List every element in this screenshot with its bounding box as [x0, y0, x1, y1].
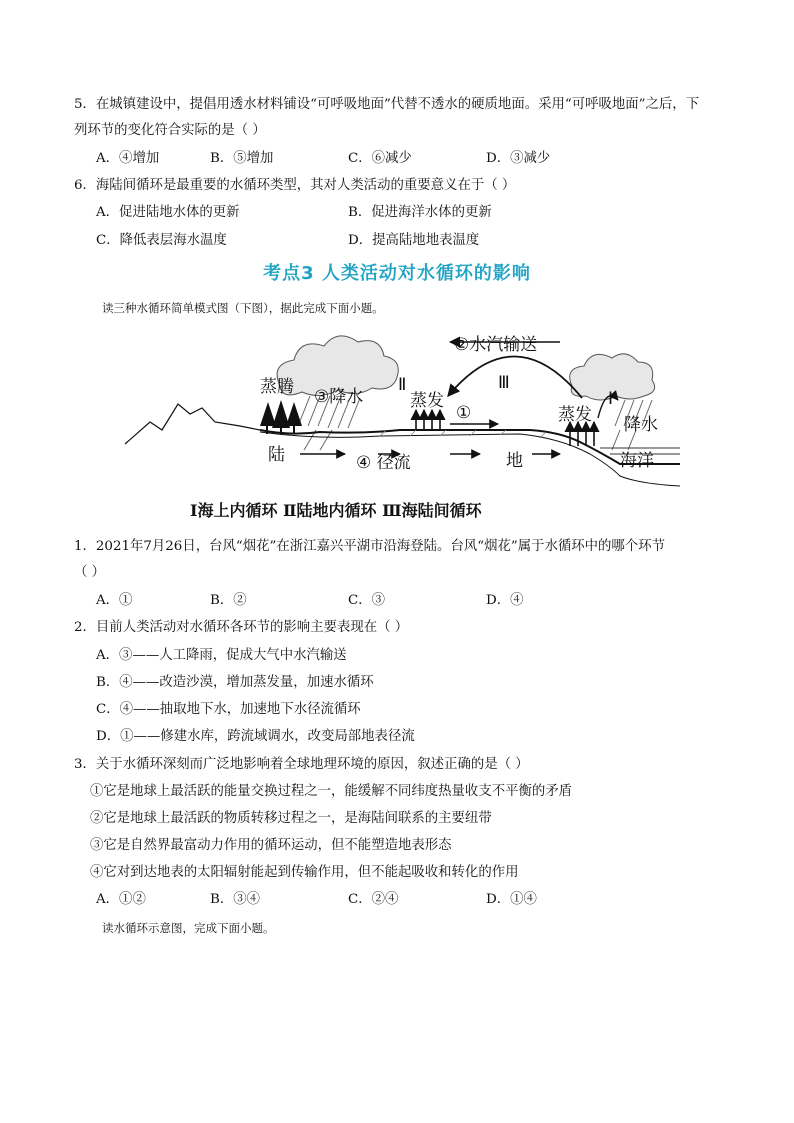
q6-option-a[interactable]: A．促进陆地水体的更新 [96, 205, 240, 220]
label-transpiration: 蒸腾 [260, 377, 294, 397]
label-precipitation-sea: 降水 [624, 415, 658, 435]
q2-option-a[interactable]: A．③——人工降雨，促成大气中水汽输送 [96, 648, 347, 663]
q5-option-d[interactable]: D．③减少 [486, 151, 551, 166]
q2-option-d[interactable]: D．①——修建水库，跨流域调水，改变局部地表径流 [96, 729, 415, 744]
q1-stem-line2: （ ） [74, 565, 106, 580]
q6-option-c[interactable]: C．降低表层海水温度 [96, 233, 227, 248]
q1-stem-line1: 1．2021年7月26日，台风“烟花”在浙江嘉兴平湖市沿海登陆。台风“烟花”属于水循环中的哪个环节 [74, 539, 665, 554]
q3-statement-2: ②它是地球上最活跃的物质转移过程之一，是海陆间联系的主要纽带 [90, 811, 492, 826]
q6-stem-line1: 6．海陆间循环是最重要的水循环类型，其对人类活动的重要意义在于（ ） [74, 178, 516, 193]
q1-option-d[interactable]: D．④ [486, 593, 524, 608]
trees-icon [260, 400, 302, 434]
q3-statement-3: ③它是自然界最富动力作用的循环运动，但不能塑造地表形态 [90, 838, 452, 853]
q3-stem-line1: 3．关于水循环深刻而广泛地影响着全球地理环境的原因，叙述正确的是（ ） [74, 757, 529, 772]
q1-option-a[interactable]: A．① [96, 593, 133, 608]
label-vapor-transport: ②水汽输送 [454, 335, 538, 355]
mountain-outline [125, 404, 260, 444]
q5-stem-line2: 列环节的变化符合实际的是（ ） [74, 123, 266, 138]
q3-option-b[interactable]: B．③④ [210, 892, 261, 907]
label-ocean: 海洋 [620, 451, 654, 471]
diagram-legend: Ⅰ海上内循环 Ⅱ陆地内循环 Ⅲ海陆间循环 [190, 501, 482, 520]
label-roman-3: Ⅲ [498, 373, 510, 393]
q3-option-d[interactable]: D．①④ [486, 892, 537, 907]
q3-option-c[interactable]: C．②④ [348, 892, 399, 907]
q3-statement-1: ①它是地球上最活跃的能量交换过程之一，能缓解不同纬度热量收支不平衡的矛盾 [90, 784, 573, 799]
q3-statement-4: ④它对到达地表的太阳辐射能起到传输作用，但不能起吸收和转化的作用 [90, 865, 519, 880]
label-evaporation-land: 蒸发 [410, 391, 444, 411]
section-heading: 考点3 人类活动对水循环的影响 [263, 263, 531, 284]
q6-option-d[interactable]: D．提高陆地地表温度 [348, 233, 480, 248]
label-ground: 地 [506, 451, 523, 471]
q6-option-b[interactable]: B．促进海洋水体的更新 [348, 205, 492, 220]
q1-option-c[interactable]: C．③ [348, 593, 386, 608]
label-land: 陆 [268, 445, 285, 465]
q5-option-c[interactable]: C．⑥减少 [348, 151, 412, 166]
label-roman-1: Ⅰ [608, 389, 614, 409]
q5-option-a[interactable]: A．④增加 [96, 151, 160, 166]
land-evaporation-arrows [416, 410, 440, 430]
water-cycle-diagram [120, 326, 680, 528]
q1-option-b[interactable]: B．② [210, 593, 247, 608]
label-evaporation-sea: 蒸发 [558, 405, 592, 425]
q3-option-a[interactable]: A．①② [96, 892, 146, 907]
ground-bottom-line [260, 432, 680, 486]
q5-option-b[interactable]: B．⑤增加 [210, 151, 274, 166]
diagram-intro: 读三种水循环简单模式图（下图），据此完成下面小题。 [102, 301, 384, 315]
q2-stem-line1: 2．目前人类活动对水循环各环节的影响主要表现在（ ） [74, 620, 409, 635]
label-runoff: ④ 径流 [356, 453, 411, 473]
next-intro: 读水循环示意图，完成下面小题。 [102, 921, 275, 935]
q2-option-c[interactable]: C．④——抽取地下水，加速地下水径流循环 [96, 702, 361, 717]
label-roman-2: Ⅱ [398, 375, 407, 395]
sea-land-cycle-arc [448, 356, 582, 398]
q5-stem-line1: 5．在城镇建设中，提倡用透水材料铺设“可呼吸地面”代替不透水的硬质地面。采用“可呼吸地面”之后，下 [74, 97, 700, 112]
label-precipitation-land: ③降水 [314, 387, 364, 407]
q2-option-b[interactable]: B．④——改造沙漠，增加蒸发量，加速水循环 [96, 675, 374, 690]
label-num-1: ① [456, 403, 472, 423]
